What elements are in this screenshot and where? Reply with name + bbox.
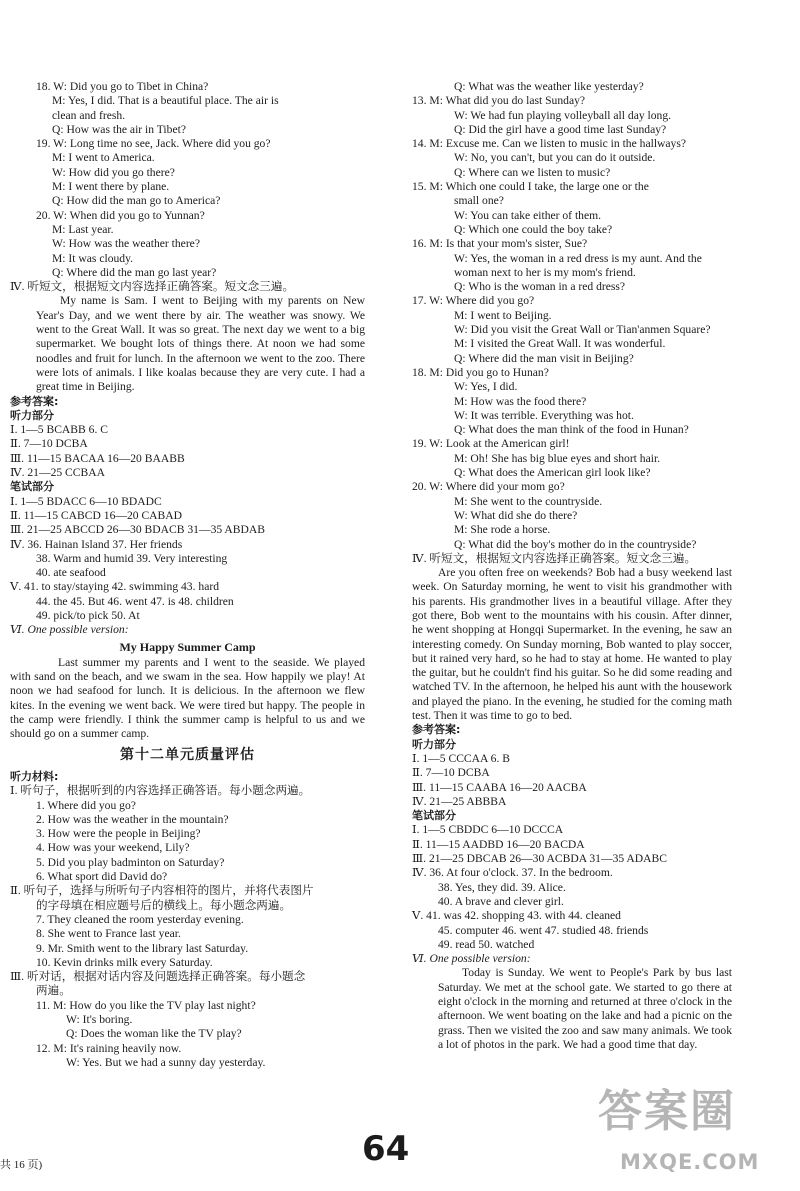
text-line: W: How did you go there? — [52, 165, 175, 179]
text-line: Q: Where did the man go last year? — [52, 265, 217, 279]
text-line: 3. How were the people in Beijing? — [36, 827, 201, 841]
page-number: 64 — [362, 1129, 410, 1169]
text-line: M: I went to America. — [52, 151, 155, 165]
text-line: 16. M: Is that your mom's sister, Sue? — [412, 237, 588, 251]
text-line: 17. W: Where did you go? — [412, 294, 535, 308]
text-line: M: Yes, I did. That is a beautiful place. The air is — [52, 94, 279, 108]
text-line: 1. Where did you go? — [36, 798, 136, 812]
composition: Today is Sunday. We went to People's Park by bus last Saturday. We met at the school gate. We started to go there at eight o'clock in the morning and returned at three o'clock in the afternoon. We went boating on the lake and had a picnic on the grass. Then we visited the zoo and saw many animals. We took a lot of photos in the park. We had a good time that day. — [438, 966, 732, 1051]
text-line: M: I went to Beijing. — [454, 308, 552, 322]
text-line: M: She rode a horse. — [454, 523, 551, 537]
answer-line: Ⅰ. 1—5 BDACC 6—10 BDADC — [10, 494, 162, 508]
section-label: 听力部分 — [10, 408, 54, 422]
text-line: M: Last year. — [52, 222, 114, 236]
text-line: 4. How was your weekend, Lily? — [36, 841, 190, 855]
text-line: 6. What sport did David do? — [36, 870, 168, 884]
text-line: 8. She went to France last year. — [36, 927, 181, 941]
answer-line: Ⅰ. 1—5 CCCAA 6. B — [412, 751, 510, 765]
section-heading: 的字母填在相应题号后的横线上。每小题念两遍。 — [36, 898, 292, 912]
text-line: 14. M: Excuse me. Can we listen to music in the hallways? — [412, 137, 687, 151]
text-line: 10. Kevin drinks milk every Saturday. — [36, 955, 213, 969]
answer-line: Ⅴ. 41. was 42. shopping 43. with 44. cleaned — [412, 909, 621, 923]
section-heading: Ⅰ. 听句子，根据听到的内容选择正确答语。每小题念两遍。 — [10, 784, 311, 798]
text-line: Q: How did the man go to America? — [52, 194, 221, 208]
section-heading: Ⅳ. 听短文，根据短文内容选择正确答案。短文念三遍。 — [10, 280, 295, 294]
answer-line: 49. read 50. watched — [438, 937, 535, 951]
answer-line: 40. A brave and clever girl. — [438, 894, 564, 908]
text-line: M: I visited the Great Wall. It was wonderful. — [454, 337, 666, 351]
text-line: 15. M: Which one could I take, the large one or the — [412, 180, 649, 194]
composition: Last summer my parents and I went to the seaside. We played with sand on the beach, and we swam in the sea. How happily we play! At noon we had seafood for lunch. It is delicious. In the afternoon we flew kites. In the evening we went back. We were tired but happy. The people in the camp were friendly. I think the summer camp is helpful to us and we should go on a summer camp. — [10, 655, 365, 741]
text-line: W: What did she do there? — [454, 508, 578, 522]
text-line: Q: Which one could the boy take? — [454, 222, 613, 236]
section-heading: 两遍。 — [36, 984, 71, 998]
text-line: 12. M: It's raining heavily now. — [36, 1041, 182, 1055]
section-label: 笔试部分 — [412, 809, 456, 823]
section-heading: Ⅲ. 听对话，根据对话内容及问题选择正确答案。每小题念 — [10, 970, 306, 984]
answer-line: Ⅱ. 7—10 DCBA — [412, 766, 490, 780]
text-line: Q: What does the man think of the food in Hunan? — [454, 423, 689, 437]
text-line: W: How was the weather there? — [52, 237, 200, 251]
answer-line: Ⅱ. 11—15 AADBD 16—20 BACDA — [412, 837, 585, 851]
text-line: W: You can take either of them. — [454, 208, 602, 222]
text-line: Q: How was the air in Tibet? — [52, 122, 186, 136]
text-line: W: No, you can't, but you can do it outside. — [454, 151, 656, 165]
answer-heading: 参考答案: — [412, 723, 461, 737]
text-line: 18. M: Did you go to Hunan? — [412, 365, 549, 379]
text-line: Q: Does the woman like the TV play? — [66, 1027, 242, 1041]
page-total-note: 共 16 页) — [0, 1159, 43, 1171]
passage: Are you often free on weekends? Bob had a busy weekend last week. On Saturday morning, he went to visit his grandmother with his parents. His grandmother lives in a beautiful village. After they got there, Bob went to the mountains with his cousin. After dinner, he went shopping at Hongqi Supermarket. In the evening, he saw an interesting comedy. On Sunday morning, Bob wanted to play soccer, but it rained very hard, so he had to stay at home. He wanted to play the guitar, but he couldn't find his guitar. So he did some reading and watched TV. In the afternoon, he helped his aunt with the housework and played the piano. In the evening, he studied for the coming math test. Then it was time to go to bed. — [412, 566, 732, 723]
watermark-main-text: 答案圈 — [598, 1086, 736, 1137]
text-line: 9. Mr. Smith went to the library last Saturday. — [36, 941, 249, 955]
answer-line: Ⅲ. 21—25 ABCCD 26—30 BDACB 31—35 ABDAB — [10, 523, 266, 537]
answer-line: 38. Yes, they did. 39. Alice. — [438, 880, 566, 894]
text-line: M: It was cloudy. — [52, 251, 134, 265]
text-line: Q: What was the weather like yesterday? — [454, 80, 644, 93]
answer-line: Ⅳ. 21—25 CCBAA — [10, 466, 106, 480]
text-line: 11. M: How do you like the TV play last night? — [36, 998, 256, 1012]
answer-line: Ⅰ. 1—5 CBDDC 6—10 DCCCA — [412, 823, 564, 837]
answer-line: Ⅰ. 1—5 BCABB 6. C — [10, 423, 108, 437]
text-line: W: It was terrible. Everything was hot. — [454, 408, 634, 422]
text-line: 20. W: When did you go to Yunnan? — [36, 208, 205, 222]
text-line: 18. W: Did you go to Tibet in China? — [36, 80, 209, 93]
section-label: 听力部分 — [412, 737, 456, 751]
answer-line: Ⅲ. 11—15 CAABA 16—20 AACBA — [412, 780, 587, 794]
composition-title: My Happy Summer Camp — [119, 639, 256, 654]
text-line: Q: What does the American girl look like? — [454, 466, 651, 480]
text-line: clean and fresh. — [52, 108, 126, 122]
text-line: W: Yes, the woman in a red dress is my aunt. And the — [454, 251, 702, 265]
text-line: W: Yes, I did. — [454, 380, 518, 394]
watermark-logo — [598, 1086, 798, 1185]
section-label: 听力材料: — [10, 769, 59, 783]
text-line: M: Oh! She has big blue eyes and short hair. — [454, 451, 661, 465]
text-line: small one? — [454, 194, 504, 208]
answer-line: Ⅴ. 41. to stay/staying 42. swimming 43. hard — [10, 580, 219, 594]
answer-line: Ⅳ. 36. Hainan Island 37. Her friends — [10, 537, 183, 551]
answer-heading: 参考答案: — [10, 394, 59, 408]
text-line: Q: Where can we listen to music? — [454, 165, 611, 179]
unit-title: 第十二单元质量评估 — [120, 746, 255, 763]
text-line: woman next to her is my mom's friend. — [454, 265, 636, 279]
answer-line: 44. the 45. But 46. went 47. is 48. children — [36, 594, 234, 608]
answer-line: Ⅵ. One possible version: — [412, 952, 531, 966]
answer-line: 45. computer 46. went 47. studied 48. friends — [438, 923, 649, 937]
answer-line: Ⅱ. 7—10 DCBA — [10, 437, 88, 451]
text-line: W: We had fun playing volleyball all day long. — [454, 108, 672, 122]
text-line: 2. How was the weather in the mountain? — [36, 812, 229, 826]
answer-line: Ⅵ. One possible version: — [10, 623, 129, 637]
answer-line: 49. pick/to pick 50. At — [36, 608, 140, 622]
watermark-sub-text: MXQE.COM — [620, 1150, 760, 1174]
text-line: W: It's boring. — [66, 1013, 133, 1026]
text-line: M: I went there by plane. — [52, 180, 170, 194]
passage: My name is Sam. I went to Beijing with my parents on New Year's Day, and we went there by air. The weather was snowy. We went to the Great Wall. It was so great. The next day we went to a big supermarket. We bought lots of things there. At noon we had some noodles and fruit for lunch. In the afternoon we went to the zoo. There were lots of animals. I like koalas because they are very cute. I had a great time in Beijing. — [36, 294, 365, 394]
text-line: M: She went to the countryside. — [454, 494, 603, 508]
text-line: W: Yes. But we had a sunny day yesterday. — [66, 1055, 266, 1069]
text-line: Q: Where did the man visit in Beijing? — [454, 351, 634, 365]
section-heading: Ⅱ. 听句子，选择与所听句子内容相符的图片，并将代表图片 — [10, 884, 314, 898]
answer-line: Ⅱ. 11—15 CABCD 16—20 CABAD — [10, 508, 183, 522]
answer-line: 40. ate seafood — [36, 566, 106, 580]
section-heading: Ⅳ. 听短文，根据短文内容选择正确答案。短文念三遍。 — [412, 551, 697, 565]
text-line: 19. W: Look at the American girl! — [412, 437, 570, 451]
text-line: 5. Did you play badminton on Saturday? — [36, 855, 225, 869]
text-line: Q: What did the boy's mother do in the countryside? — [454, 537, 697, 551]
right-column — [412, 80, 732, 1052]
answer-line: Ⅲ. 21—25 DBCAB 26—30 ACBDA 31—35 ADABC — [412, 852, 668, 866]
text-line: 19. W: Long time no see, Jack. Where did you go? — [36, 137, 271, 151]
text-line: Q: Who is the woman in a red dress? — [454, 280, 626, 294]
answer-line: Ⅳ. 36. At four o'clock. 37. In the bedroom. — [412, 866, 613, 880]
answer-line: 38. Warm and humid 39. Very interesting — [36, 551, 228, 565]
text-line: Q: Did the girl have a good time last Sunday? — [454, 122, 667, 136]
left-column — [10, 80, 365, 1070]
answer-line: Ⅳ. 21—25 ABBBA — [412, 794, 507, 808]
text-line: 13. M: What did you do last Sunday? — [412, 94, 586, 108]
text-line: M: How was the food there? — [454, 394, 587, 408]
text-line: 7. They cleaned the room yesterday evening. — [36, 912, 244, 926]
text-line: W: Did you visit the Great Wall or Tian'anmen Square? — [454, 323, 711, 337]
answer-line: Ⅲ. 11—15 BACAA 16—20 BAABB — [10, 451, 185, 465]
text-line: 20. W: Where did your mom go? — [412, 480, 565, 494]
section-label: 笔试部分 — [10, 480, 54, 494]
